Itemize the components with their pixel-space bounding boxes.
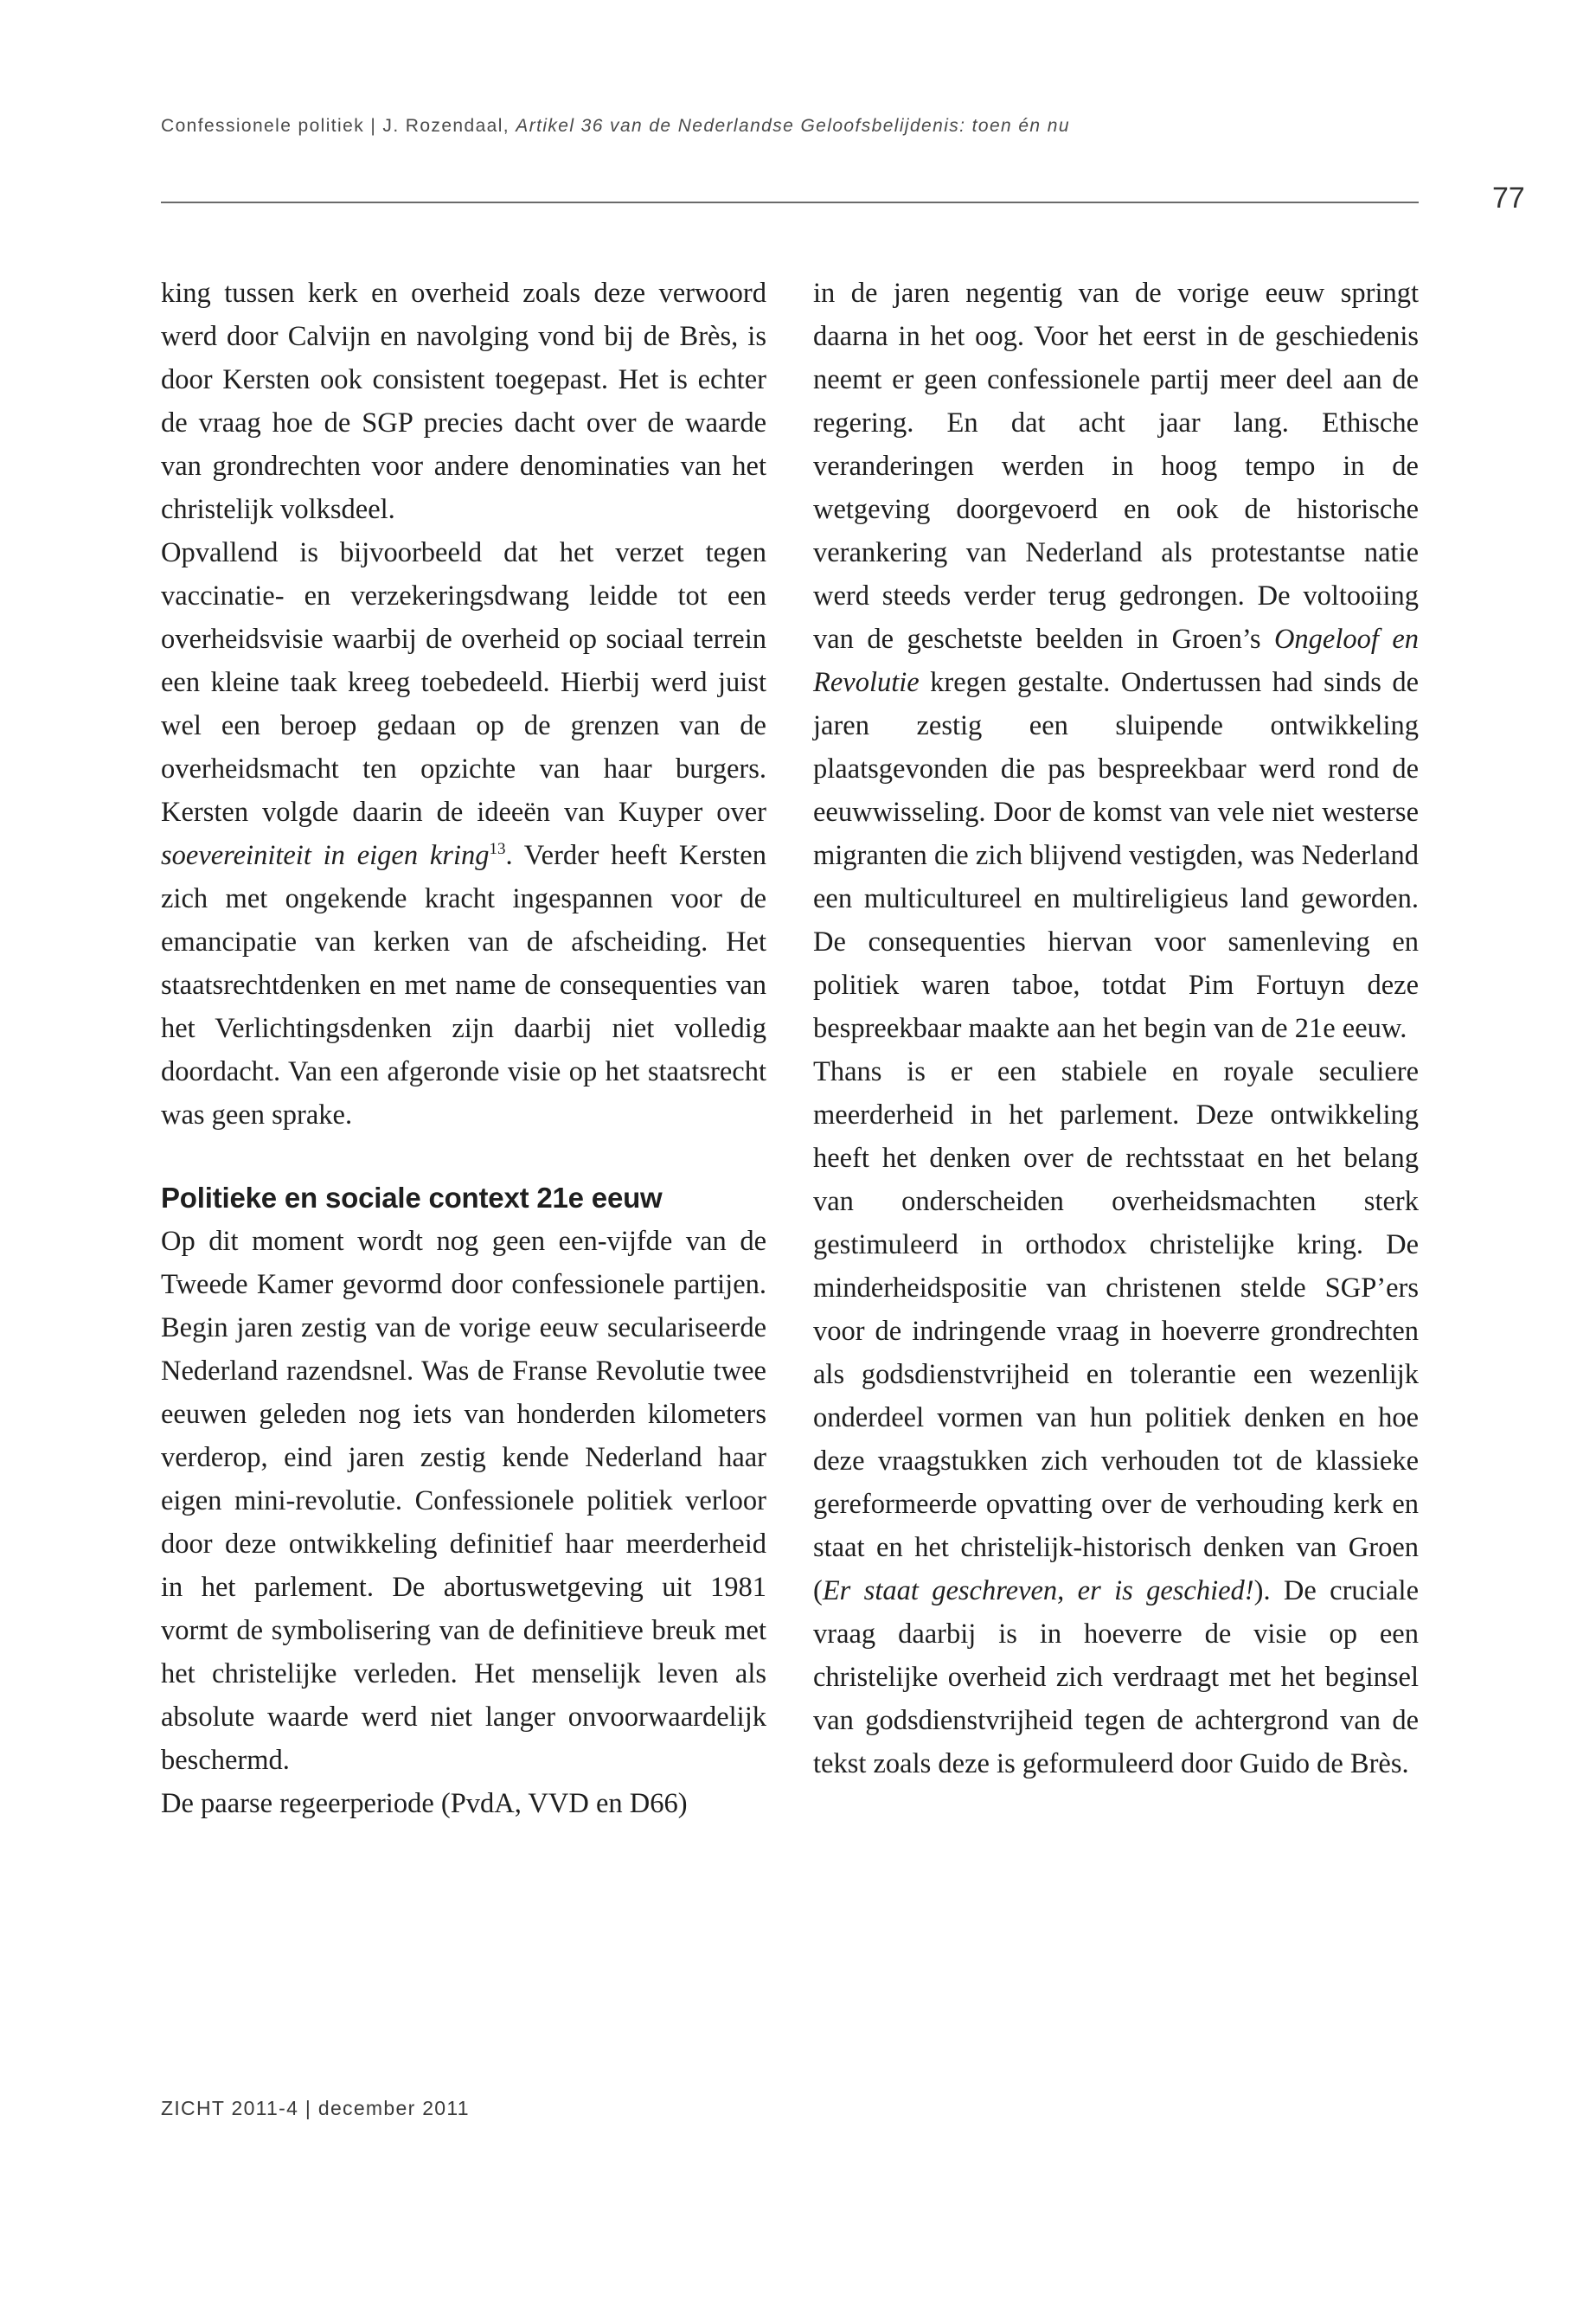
running-header bbox=[161, 116, 1424, 137]
left-paragraph-2-text: Opvallend is bijvoorbeeld dat het verzet tegen vaccinatie- en verzekeringsdwang leidde tot een overheidsvisie waarbij de overheid op sociaal terrein een kleine taak kreeg toebedeeld. Hierbij werd juist wel een beroep gedaan op de grenzen van de overheidsmacht ten opzichte van haar burgers. Kersten volgde daarin de ideeën van Kuyper over bbox=[161, 537, 766, 828]
left-paragraph-3: Op dit moment wordt nog geen een-vijfde van de Tweede Kamer gevormd door confessionele partijen. Begin jaren zestig van de vorige eeuw seculariseerde Nederland razendsnel. Was de Franse Revolutie twee eeuwen geleden nog iets van honderden kilometers verderop, eind jaren zestig kende Nederland haar eigen mini-revolutie. Confessionele politiek verloor door deze ontwikkeling definitief haar meerderheid in het parlement. De abortuswetgeving uit 1981 vormt de symbolisering van de definitieve breuk met het christelijke verleden. Het menselijk leven als absolute waarde werd niet langer onvoorwaardelijk beschermd. bbox=[161, 1226, 766, 1776]
header-article-title: Artikel 36 van de Nederlandse Geloofsbelijdenis: toen én nu bbox=[516, 116, 1070, 136]
right-paragraph-2-italic: Er staat geschreven, er is geschied! bbox=[822, 1575, 1254, 1606]
right-paragraph-1-text-end: kregen gestalte. Ondertussen had sinds de jaren zestig een sluipende ontwikkeling plaatsgevonden die pas bespreekbaar werd rond de eeuwwisseling. Door de komst van vele niet westerse migranten die zich blijvend vestigden, was Nederland een multicultureel en multireligieus land geworden. De consequenties hiervan voor samenleving en politiek waren taboe, totdat Pim Fortuyn deze bespreekbaar maakte aan het begin van de 21e eeuw. bbox=[813, 667, 1419, 1044]
right-paragraph-1-italic: Ongeloof en Revolutie bbox=[813, 624, 1419, 698]
right-paragraph-2-text: Thans is er een stabiele en royale seculiere meerderheid in het parlement. Deze ontwikkeling heeft het denken over de rechtsstaat en het belang van onderscheiden overheidsmachten sterk gestimuleerd in orthodox christelijke kring. De minderheidspositie van christenen stelde SGP’ers voor de indringende vraag in hoeverre grondrechten als godsdienstvrijheid en tolerantie een wezenlijk onderdeel vormen van hun politiek denken en hoe deze vraagstukken zich verhouden tot de klassieke gereformeerde opvatting over de verhouding kerk en staat en het christelijk-historisch denken van Groen ( bbox=[813, 1056, 1419, 1606]
left-paragraph-2-text-end: . Verder heeft Kersten zich met ongekende kracht ingespannen voor de emancipatie van kerken van de afscheiding. Het staatsrechtdenken en met name de consequenties van het Verlichtingsdenken zijn daarbij niet volledig doordacht. Van een afgeronde visie op het staatsrecht was geen sprake. bbox=[161, 840, 766, 1131]
left-paragraph-2-italic: soevereiniteit in eigen kring bbox=[161, 840, 490, 871]
header-author: J. Rozendaal, bbox=[382, 116, 516, 136]
page-footer: ZICHT 2011-4 | december 2011 bbox=[161, 2097, 470, 2119]
left-paragraph-2 bbox=[161, 531, 766, 1137]
footnote-reference: 13 bbox=[489, 840, 506, 859]
header-rule bbox=[161, 202, 1419, 203]
header-separator: | bbox=[364, 116, 383, 136]
header-section: Confessionele politiek bbox=[161, 116, 365, 136]
right-paragraph-1-text: in de jaren negentig van de vorige eeuw springt daarna in het oog. Voor het eerst in de geschiedenis neemt er geen confessionele partij meer deel aan de regering. En dat acht jaar lang. Ethische veranderingen werden in hoog tempo in de wetgeving doorgevoerd en ook de historische verankering van Nederland als protestantse natie werd steeds verder terug gedrongen. De voltooiing van de geschetste beelden in Groen’s bbox=[813, 278, 1419, 655]
right-paragraph-1 bbox=[813, 272, 1419, 1050]
left-paragraph-1: king tussen kerk en overheid zoals deze verwoord werd door Calvijn en navolging vond bij de Brès, is door Kersten ook consistent toegepast. Het is echter de vraag hoe de SGP precies dacht over de waarde van grondrechten voor andere denominaties van het christelijk volksdeel. bbox=[161, 278, 766, 525]
left-paragraph-4: De paarse regeerperiode (PvdA, VVD en D66) bbox=[161, 1788, 688, 1819]
right-paragraph-2-text-end: ). De cruciale vraag daarbij is in hoeverre de visie op een christelijke overheid zich verdraagt met het beginsel van godsdienstvrijheid tegen de achtergrond van de tekst zoals deze is geformuleerd door Guido de Brès. bbox=[813, 1575, 1419, 1779]
page-number: 77 bbox=[1492, 182, 1525, 215]
right-paragraph-2 bbox=[813, 1050, 1419, 1785]
section-heading: Politieke en sociale context 21e eeuw bbox=[161, 1182, 663, 1214]
right-column bbox=[813, 272, 1419, 1785]
left-column bbox=[161, 272, 766, 1825]
